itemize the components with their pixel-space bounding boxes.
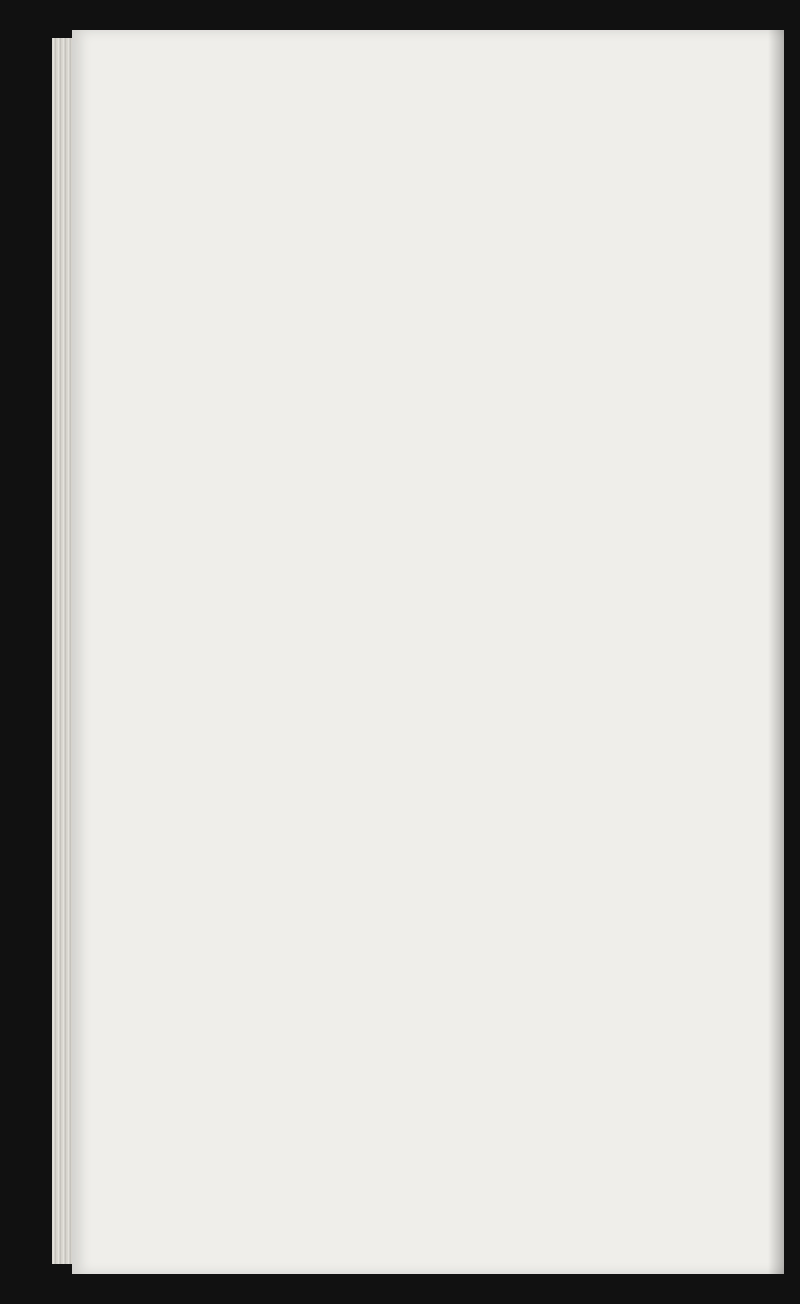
page-gutter-shadow — [768, 30, 784, 1274]
book-page — [72, 30, 784, 1274]
